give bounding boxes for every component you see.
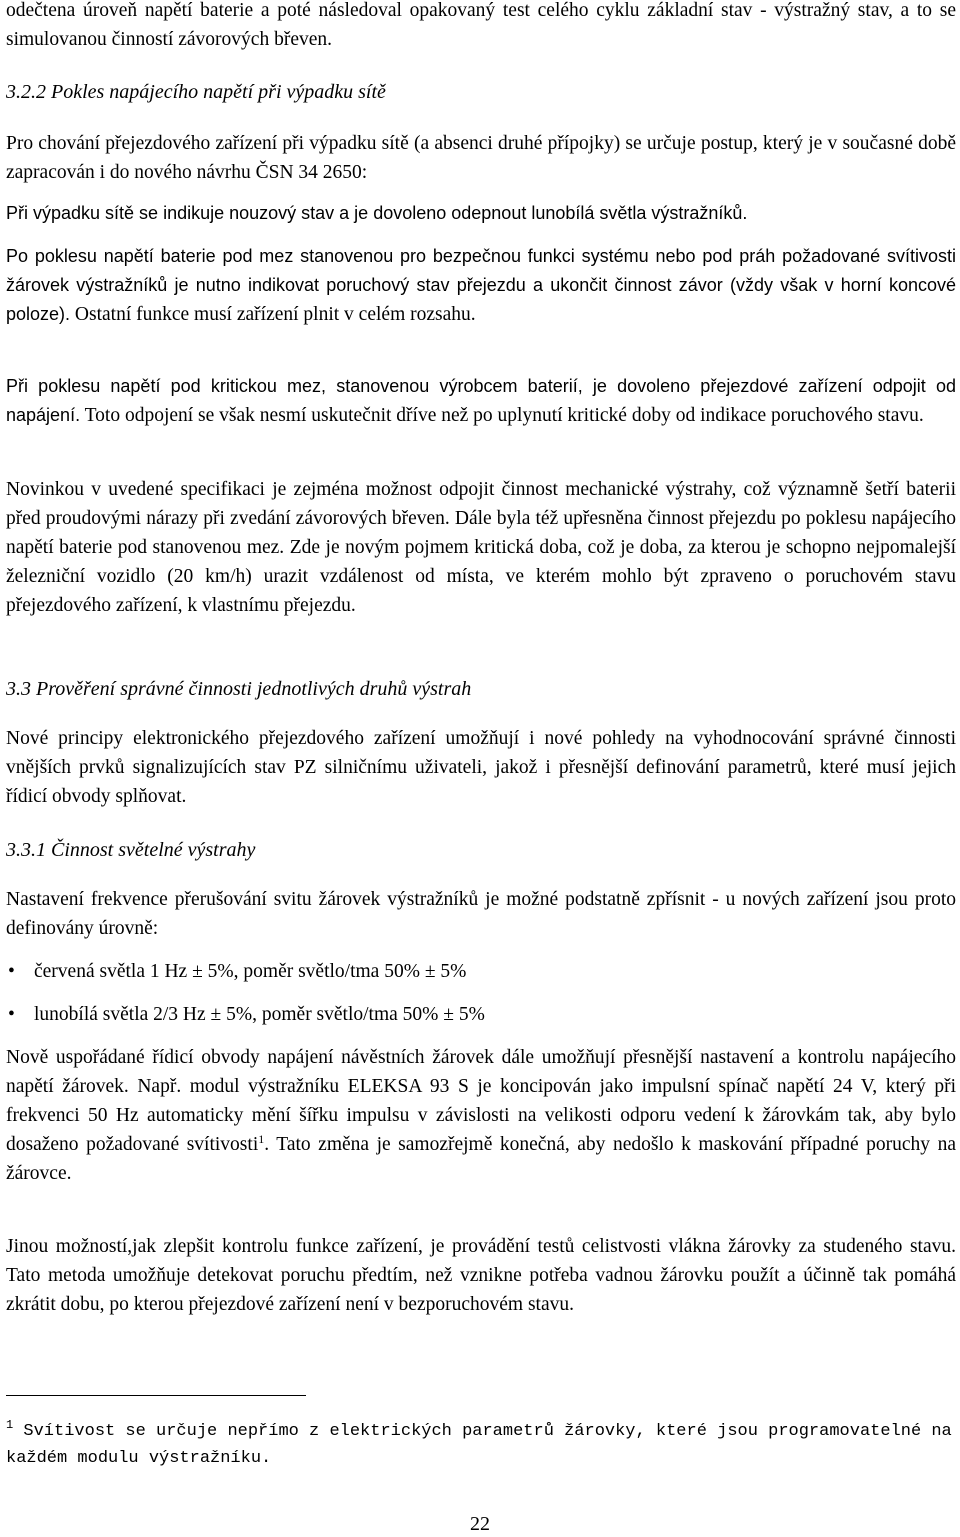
paragraph-3-3-1-b (6, 1043, 956, 1188)
bullet-icon: • (8, 1004, 15, 1025)
heading-3-2-2: 3.2.2 Pokles napájecího napětí při výpadku sítě (6, 81, 386, 103)
paragraph-3-2-2-b: Při výpadku sítě se indikuje nouzový stav a je dovoleno odepnout lunobílá světla výstražníků. (6, 203, 748, 223)
bullet-icon: • (8, 961, 15, 982)
paragraph-intro: odečtena úroveň napětí baterie a poté následoval opakovaný test celého cyklu základní stav - výstražný stav, a to se simulovanou činností závorových břeven. (6, 0, 956, 50)
page-number: 22 (470, 1513, 490, 1535)
list-item-text: lunobílá světla 2/3 Hz ± 5%, poměr světlo/tma 50% ± 5% (34, 1004, 485, 1025)
list-item-text: červená světla 1 Hz ± 5%, poměr světlo/tma 50% ± 5% (34, 961, 467, 982)
paragraph-3-2-2-c-tail: Ostatní funkce musí zařízení plnit v celém rozsahu. (70, 304, 476, 325)
heading-3-3: 3.3 Prověření správné činnosti jednotlivých druhů výstrah (6, 678, 472, 700)
paragraph-3-3-1-c: Jinou možností,jak zlepšit kontrolu funkce zařízení, je provádění testů celistvosti vlákna žárovky za studeného stavu. Tato metoda umožňuje detekovat poruchu předtím, než vznikne potřeba vadnou žárovku použít a účinně tak pomáhá zkrátit dobu, po kterou přejezdové zařízení není v bezporuchovém stavu. (6, 1236, 956, 1315)
paragraph-3-3-1-b-text: Nově uspořádané řídicí obvody napájení návěstních žárovek dále umožňují přesnější nastavení a kontrolu napájecího napětí žárovek. Např. modul výstražníku ELEKSA 93 S je koncipován jako impulsní spínač napětí 24 V, který při frekvenci 50 Hz automaticky mění šířku impulsu v závislosti na velikosti odporu vedení k žárovkám tak, aby bylo dosaženo požadované svítivosti (6, 1047, 956, 1155)
paragraph-3-2-2-d (6, 372, 956, 430)
footnote-text: Svítivost se určuje nepřímo z elektrických parametrů žárovky, které jsou programovatelné na každém modulu výstražníku. (6, 1422, 952, 1468)
footnote-reference[interactable]: 1 (258, 1132, 265, 1146)
footnote (6, 1418, 956, 1472)
heading-3-3-1: 3.3.1 Činnost světelné výstrahy (6, 839, 256, 861)
paragraph-3-2-2-c-quote: Po poklesu napětí baterie pod mez stanovenou pro bezpečnou funkci systému nebo pod práh požadované svítivosti žárovek výstražníků je nutno indikovat poruchový stav přejezdu a ukončit činnost závor (vždy však v horní koncové poloze). (6, 246, 956, 324)
paragraph-3-2-2-c (6, 242, 956, 329)
paragraph-3-2-2-a: Pro chování přejezdového zařízení při výpadku sítě (a absenci druhé přípojky) se určuje postup, který je v současné době zapracován i do nového návrhu ČSN 34 2650: (6, 133, 956, 183)
footnote-number: 1 (6, 1418, 14, 1432)
paragraph-3-2-2-d-tail: Toto odpojení se však nesmí uskutečnit dříve než po uplynutí kritické doby od indikace poruchového stavu. (80, 405, 924, 426)
list-item (6, 1000, 956, 1029)
paragraph-3-3-1-b-tail: . Tato změna je samozřejmě konečná, aby nedošlo k maskování případné poruchy na žárovce. (6, 1134, 956, 1184)
paragraph-3-2-2-e: Novinkou v uvedené specifikaci je zejména možnost odpojit činnost mechanické výstrahy, což významně šetří baterii před proudovými nárazy při zvedání závorových břeven. Dále byla též upřesněna činnost přejezdu po poklesu napájecího napětí baterie pod stanovenou mez. Zde je novým pojmem kritická doba, což je doba, za kterou je schopno nejpomalejší železniční vozidlo (20 km/h) urazit vzdálenost od místa, ve kterém mohlo být zpraveno o poruchovém stavu přejezdového zařízení, k vlastnímu přejezdu. (6, 479, 956, 616)
list-item (6, 957, 956, 986)
bullet-list (6, 957, 956, 1029)
paragraph-3-3-a: Nové principy elektronického přejezdového zařízení umožňují i nové pohledy na vyhodnocování správné činnosti vnějších prvků signalizujících stav PZ silničnímu uživateli, jakož i přesnější definování parametrů, které musí jejich řídicí obvody splňovat. (6, 728, 956, 807)
paragraph-3-3-1-a: Nastavení frekvence přerušování svitu žárovek výstražníků je možné podstatně zpřísnit - u nových zařízení jsou proto definovány úrovně: (6, 889, 956, 939)
paragraph-3-2-2-d-quote: Při poklesu napětí pod kritickou mez, stanovenou výrobcem baterií, je dovoleno přejezdové zařízení odpojit od napájení. (6, 376, 956, 425)
footnote-separator (6, 1395, 306, 1396)
